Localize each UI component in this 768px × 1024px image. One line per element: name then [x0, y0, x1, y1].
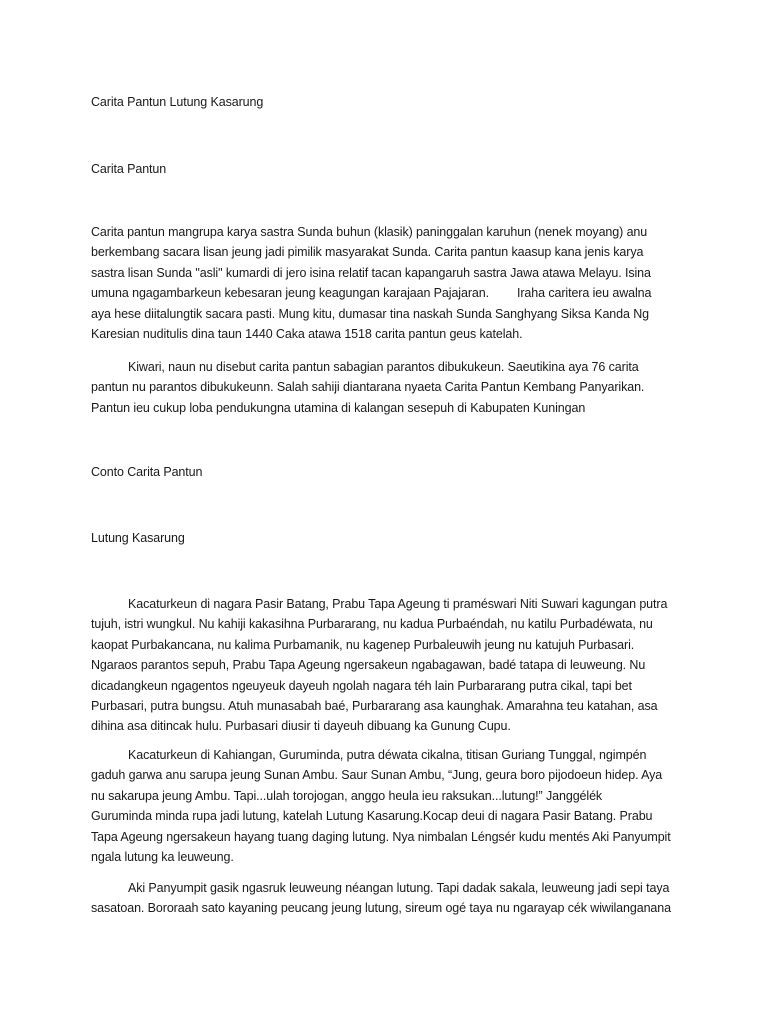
text-line: aya hese diitalungtik sacara pasti. Mung kitu, dumasar tina naskah Sunda Sanghyang Siksa Kanda Ng — [91, 306, 650, 321]
text-line: Purbasari, putra bungsu. Atuh munasabah baé, Purbararang asa kaunghak. Amarahna teu katahan, asa — [91, 699, 658, 714]
section-heading-lutung-kasarung: Lutung Kasarung — [91, 531, 185, 545]
text-line: ngala lutung ka leuweung. — [91, 850, 234, 865]
text-line: Ngaraos parantos sepuh, Prabu Tapa Ageung ngersakeun ngabagawan, badé tatapa di leuweung. Nu — [91, 658, 646, 673]
text-line-with-tab — [91, 283, 691, 303]
text-line: Carita pantun mangrupa karya sastra Sunda buhun (klasik) paninggalan karuhun (nenek moyang) anu — [91, 225, 648, 239]
text-segment: umuna ngagambarkeun kebesaran jeung keagungan karajaan Pajajaran. — [91, 286, 489, 301]
text-line: kaopat Purbakancana, nu kalima Purbamanik, nu kagenep Purbaleuwih jeung nu katujuh Purbasari. — [91, 637, 635, 652]
text-line: Guruminda minda rupa jadi lutung, katelah Lutung Kasarung.Kocap deui di nagara Pasir Batang. Prabu — [91, 809, 653, 824]
paragraph-story-3 — [91, 878, 691, 919]
text-line: berkembang sacara lisan jeung jadi pimilik masyarakat Sunda. Carita pantun kaasup kana jenis karya — [91, 245, 644, 260]
text-line: Pantun ieu cukup loba pendukungna utamina di kalangan sesepuh di Kabupaten Kuningan — [91, 400, 586, 415]
document-title: Carita Pantun Lutung Kasarung — [91, 95, 264, 109]
text-segment: Iraha caritera ieu awalna — [516, 286, 652, 301]
paragraph-story-2 — [91, 745, 691, 867]
text-line: Karesian nuditulis dina taun 1440 Caka atawa 1518 carita pantun geus katelah. — [91, 327, 523, 342]
text-line: Kacaturkeun di nagara Pasir Batang, Prabu Tapa Ageung ti praméswari Niti Suwari kagungan putra — [128, 597, 668, 611]
text-line: sasatoan. Bororaah sato kayaning peucang jeung lutung, sireum ogé taya nu ngarayap cék wiwilanganana — [91, 901, 671, 916]
text-line: dihina asa ditincak hulu. Purbasari diusir ti dayeuh dibuang ka Gunung Cupu. — [91, 719, 511, 734]
text-line: Kiwari, naun nu disebut carita pantun sabagian parantos dibukukeun. Saeutikina aya 76 carita — [128, 360, 639, 374]
text-line: Tapa Ageung ngersakeun hayang tuang daging lutung. Nya nimbalan Léngsér kudu mentés Aki Panyumpit — [91, 829, 671, 844]
text-line: dicadangkeun ngagentos ngeuyeuk dayeuh ngolah nagara téh lain Purbararang putra cikal, tapi bet — [91, 678, 632, 693]
section-heading-conto: Conto Carita Pantun — [91, 465, 203, 479]
text-line: sastra lisan Sunda "asli" kumardi di jero isina relatif tacan kapangaruh sastra Jawa atawa Melayu. Isina — [91, 265, 651, 280]
text-line: tujuh, istri wungkul. Nu kahiji kakasihna Purbararang, nu kadua Purbaéndah, nu katilu Purbadéwata, nu — [91, 617, 653, 632]
paragraph-intro — [91, 222, 691, 344]
text-line: Aki Panyumpit gasik ngasruk leuweung néangan lutung. Tapi dadak sakala, leuweung jadi sepi taya — [128, 881, 670, 895]
paragraph-kiwari — [91, 357, 691, 418]
paragraph-story-1 — [91, 594, 691, 737]
text-line: pantun nu parantos dibukukeunn. Salah sahiji diantarana nyaeta Carita Pantun Kembang Panyarikan. — [91, 380, 645, 395]
section-heading-carita-pantun: Carita Pantun — [91, 162, 167, 176]
text-line: Kacaturkeun di Kahiangan, Guruminda, putra déwata cikalna, titisan Guriang Tunggal, ngimpén — [128, 748, 647, 762]
text-line: gaduh garwa anu sarupa jeung Sunan Ambu. Saur Sunan Ambu, “Jung, geura boro pijodoeun hidep. Aya — [91, 768, 663, 783]
text-line: nu sakarupa jeung Ambu. Tapi...ulah torojogan, anggo heula ieu raksukan...lutung!” Janggélék — [91, 788, 603, 803]
